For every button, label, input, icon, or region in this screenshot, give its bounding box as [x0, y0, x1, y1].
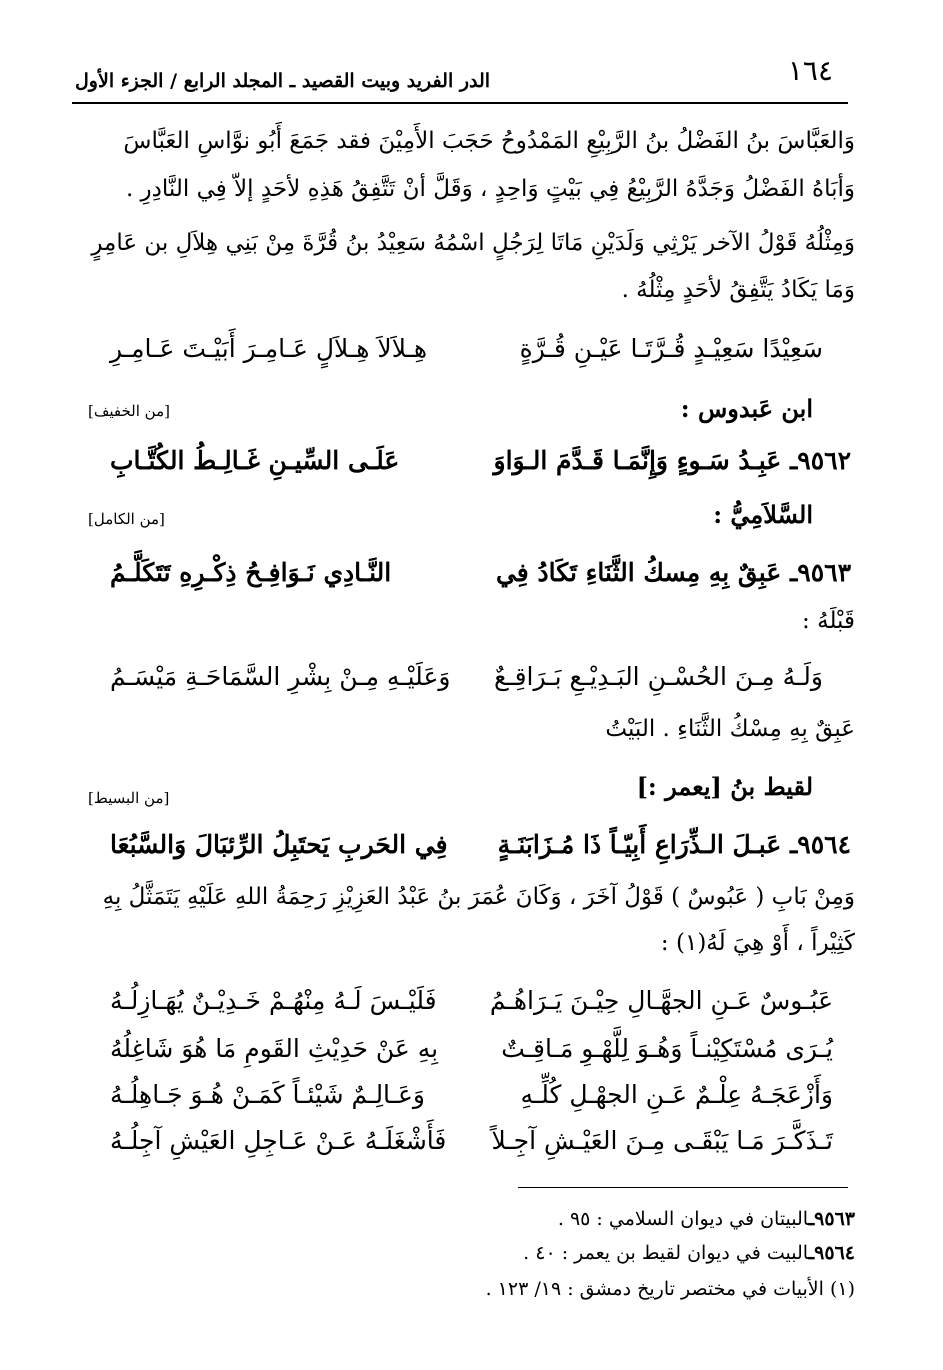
prose-line: وَالعَبَّاسَ بنُ الفَضْلُ بنُ الرَّبِيْعِ المَمْدُوحُ حَجَبَ الأَمِيْنَ فقد جَمَعَ أَبُو نوَّاسِ العَبَّاسَ	[123, 128, 855, 154]
verse-hemistich-right: ٩٥٦٤ـ عَبـلَ الـذِّرَاعِ أَبِيّـاً ذَا مُـزَابَنَـةٍ	[497, 830, 851, 859]
verse-hemistich-right: وَلَـهُ مِـنَ الحُسْـنِ البَـدِيْـعِ بَـرَاقِـعٌ	[493, 662, 823, 691]
prose-line: وَمِثْلُهُ قَوْلُ الآخر يَرْثِي وَلَدَيْنِ مَاتَا لِرَجُلٍ اسْمُهُ سَعِيْدُ بنُ قُرَّةَ مِنْ بَنِي هِلاَلِ بن عَامِرٍ	[91, 230, 855, 256]
poet-name: ابن عَبدوس :	[680, 394, 813, 423]
verse-hemistich-right: ٩٥٦٣ـ عَبِقٌ بِهِ مِسكُ الثَّنَاءِ تَكَادُ فِي	[495, 558, 851, 587]
verse-hemistich-right: سَعِيْدًا سَعِيْـدٍ قُـرَّتَـا عَيْـنِ قُـرَّةٍ	[519, 334, 823, 363]
verse-hemistich-left: فَلَيْـسَ لَـهُ مِنْهُـمْ خَـدِيْـنٌ يُهَـازِلُـهُ	[110, 986, 437, 1015]
verse-hemistich-left: النَّـادِي نَـوَافِـحُ ذِكْـرِهِ تَتَكَلَّـمُ	[110, 558, 392, 587]
verse-hemistich-left: فِي الحَربِ يَحتَبِلُ الرِّئبَالَ وَالسَّبُعَا	[110, 830, 448, 859]
prose-line: عَبِقٌ بِهِ مِسْكُ الثَّنَاءِ . البَيْتُ	[605, 716, 855, 742]
verse-hemistich-left: وَعَلَيْـهِ مِـنْ بِشْرِ السَّمَاحَـةِ مَيْسَـمُ	[110, 662, 451, 691]
prose-line: وَمِنْ بَابِ ( عَبُوسٌ ) قَوْلُ آخَرَ ، وَكَانَ عُمَرَ بنُ عَبْدُ العَزِيْزِ رَحِمَةُ اللهِ عَلَيْهِ يَتَمَثَّلُ بِهِ	[102, 884, 855, 910]
verse-hemistich-right: يُـرَى مُسْتَكِيْنـاً وَهُـوَ لِلَّهْـوِ مَـاقِـتٌ	[501, 1034, 833, 1063]
poet-name: لقيط بنُ [يعمر :]	[636, 772, 813, 801]
meter-label: [من البسيط]	[88, 789, 170, 807]
verse-hemistich-right: وَأَزْعَجَـهُ عِلْـمٌ عَـنِ الجهْـلِ كُلِّـهِ	[520, 1080, 833, 1109]
footnote-text: البيت في ديوان لقيط بن يعمر : ٤٠ .	[523, 1242, 809, 1264]
header-rule	[72, 102, 848, 104]
prose-line: وَأبَاهُ الفَضْلُ وَجَدَّهُ الرَّبِيْعُ فِي بَيْتٍ وَاحِدٍ ، وَقَلَّ أنْ تَتَّفِقُ هَذِهِ لأحَدٍ إلاّ فِي النَّادِرِ .	[125, 176, 855, 202]
verse-hemistich-right: تَـذَكَّـرَ مَـا يَبْقَـى مِـنَ العَيْـشِ آجِـلاً	[491, 1126, 833, 1155]
footnote: (١) الأبيات في مختصر تاريخ دمشق : ١٩/ ١٢٣ .	[485, 1278, 855, 1300]
meter-label: [من الخفيف]	[88, 402, 170, 420]
footnote-number: ٩٥٦٣ـ	[808, 1208, 855, 1230]
verse-hemistich-right: عَبُـوسٌ عَـنِ الجهَّـالِ حِيْـنَ يَـرَاهُـمُ	[489, 986, 833, 1015]
verse-hemistich-left: فَأَشْغَلَـهُ عَـنْ عَـاجِلِ العَيْشِ آجِلُـهُ	[110, 1126, 447, 1155]
footnote	[523, 1242, 855, 1264]
verse-hemistich-left: وَعَـالِـمٌ شَيْئـاً كَمَـنْ هُـوَ جَـاهِلُـهُ	[110, 1080, 425, 1109]
prose-line: قَبْلَهُ :	[802, 608, 855, 634]
poet-name: السَّلاَمِيُّ :	[713, 500, 813, 529]
footnote-text: البيتان في ديوان السلامي : ٩٥ .	[557, 1208, 809, 1230]
footnote-rule	[518, 1187, 848, 1188]
footnote	[558, 1208, 855, 1230]
verse-hemistich-left: عَلَـى السِّيـنِ غَـالِـطُ الكُتَّـابِ	[110, 446, 400, 475]
running-title: الدر الفريد وبيت القصيد ـ المجلد الرابع / الجزء الأول	[75, 70, 491, 92]
prose-line: وَمَا يَكَادُ يَتَّفِقُ لأحَدٍ مِثْلُهُ .	[621, 277, 855, 303]
verse-hemistich-left: بِهِ عَنْ حَدِيْثِ القَومِ مَا هُوَ شَاغِلُهُ	[110, 1034, 439, 1063]
footnote-number: ٩٥٦٤ـ	[808, 1242, 855, 1264]
meter-label: [من الكامل]	[88, 510, 165, 528]
prose-line: كَثِيْراً ، أَوْ هِيَ لَهُ(١) :	[660, 930, 855, 956]
page-number: ١٦٤	[787, 54, 833, 87]
verse-hemistich-left: هِـلاَلاَ هِـلاَلٍ عَـامِـرَ أَبَيْـتَ عَـامِـرِ	[110, 334, 428, 363]
verse-hemistich-right: ٩٥٦٢ـ عَبِـدُ سَـوءٍ وَإِنَّمَـا قَـدَّمَ الـوَاوَ	[493, 446, 851, 475]
